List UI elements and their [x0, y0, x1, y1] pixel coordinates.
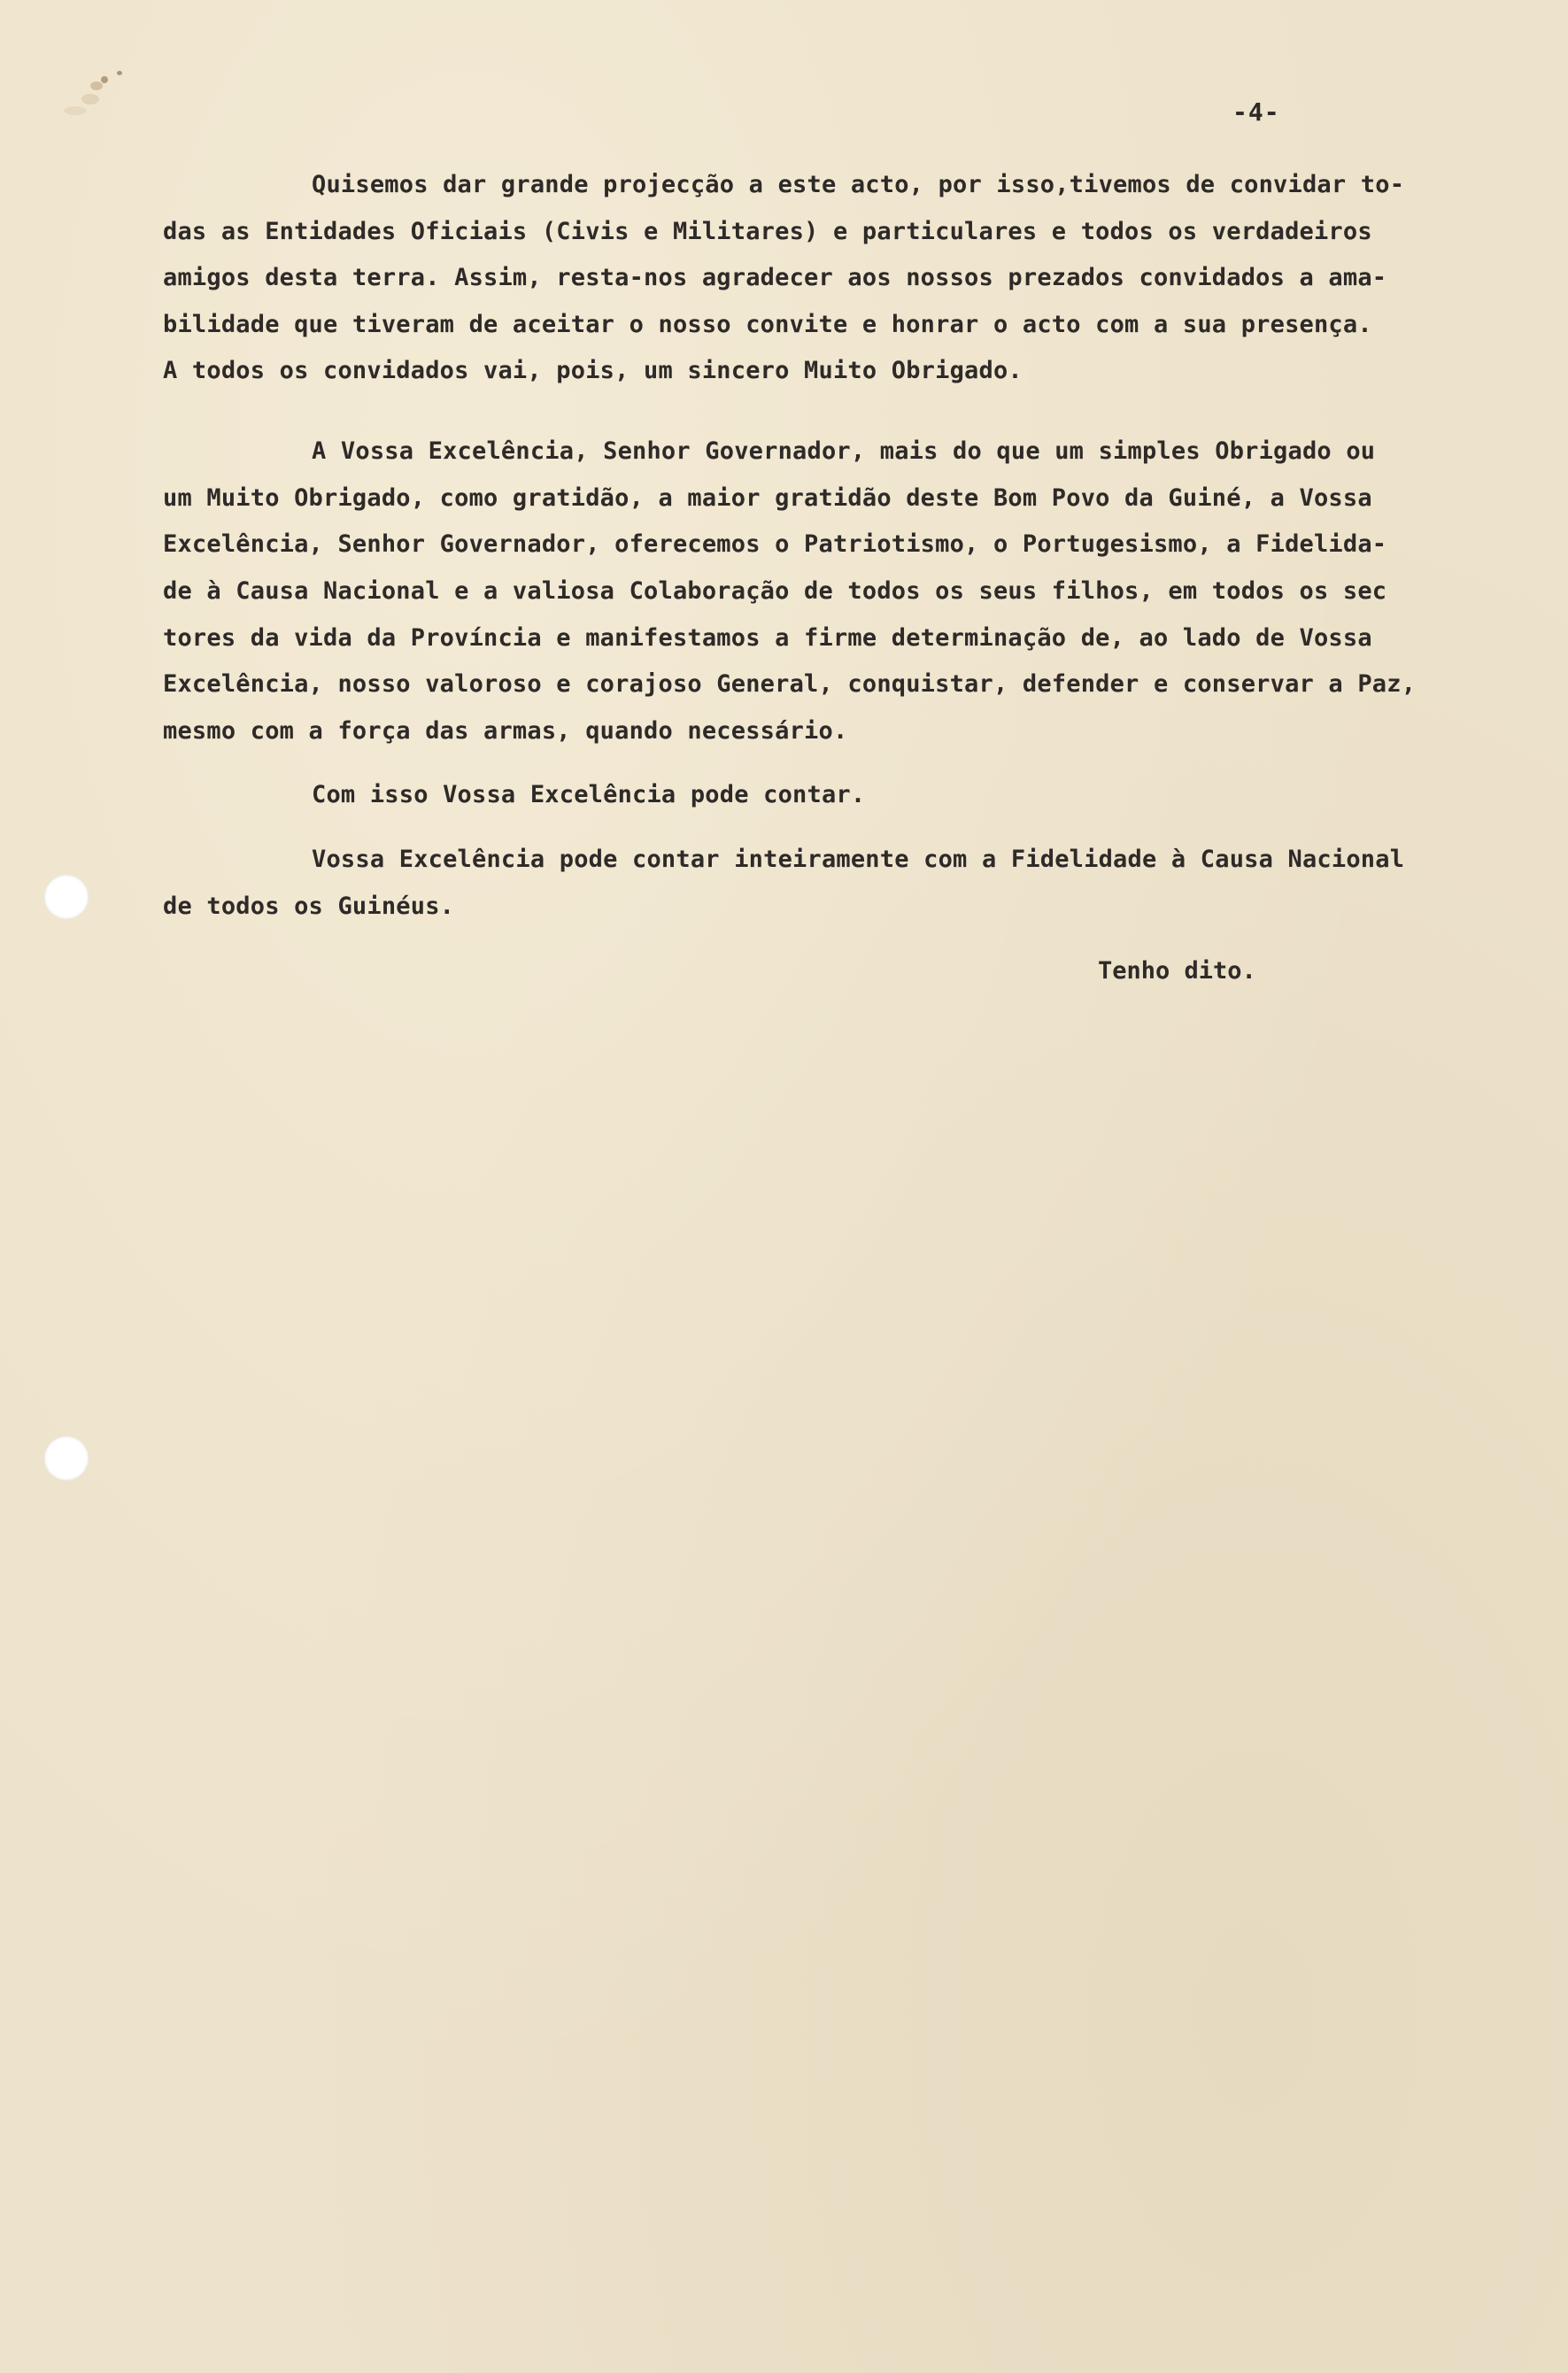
paragraph-4-line-1: Vossa Excelência pode contar inteiramente com a Fidelidade à Causa Nacional: [312, 846, 1405, 873]
paragraph-2-line-7: mesmo com a força das armas, quando necessário.: [163, 717, 848, 745]
paragraph-2-line-1: A Vossa Excelência, Senhor Governador, mais do que um simples Obrigado ou: [312, 437, 1376, 465]
paragraph-2-line-2: um Muito Obrigado, como gratidão, a maior gratidão deste Bom Povo da Guiné, a Vossa: [163, 484, 1372, 512]
paragraph-4-line-2: de todos os Guinéus.: [163, 893, 455, 920]
punch-hole-top: [44, 875, 89, 919]
paragraph-1-line-3: amigos desta terra. Assim, resta-nos agradecer aos nossos prezados convidados a ama-: [163, 264, 1387, 291]
paragraph-2-line-5: tores da vida da Província e manifestamos a firme determinação de, ao lado de Vossa: [163, 624, 1372, 652]
punch-hole-bottom: [44, 1436, 89, 1480]
paragraph-3-line-1: Com isso Vossa Excelência pode contar.: [312, 781, 866, 808]
paragraph-1-line-5: A todos os convidados vai, pois, um sincero Muito Obrigado.: [163, 357, 1023, 384]
paragraph-1-line-1: Quisemos dar grande projecção a este acto, por isso,tivemos de convidar to-: [312, 171, 1405, 198]
signoff: Tenho dito.: [1098, 957, 1256, 985]
page-number: -4-: [1232, 97, 1280, 127]
paragraph-1-line-2: das as Entidades Oficiais (Civis e Militares) e particulares e todos os verdadeiros: [163, 218, 1372, 245]
corner-smudge: [55, 64, 161, 135]
paragraph-2-line-4: de à Causa Nacional e a valiosa Colaboração de todos os seus filhos, em todos os sec: [163, 577, 1387, 605]
paragraph-2-line-3: Excelência, Senhor Governador, oferecemos o Patriotismo, o Portugesismo, a Fidelida-: [163, 530, 1387, 558]
paragraph-2-line-6: Excelência, nosso valoroso e corajoso General, conquistar, defender e conservar a Paz,: [163, 670, 1417, 698]
paragraph-1-line-4: bilidade que tiveram de aceitar o nosso convite e honrar o acto com a sua presença.: [163, 311, 1372, 338]
